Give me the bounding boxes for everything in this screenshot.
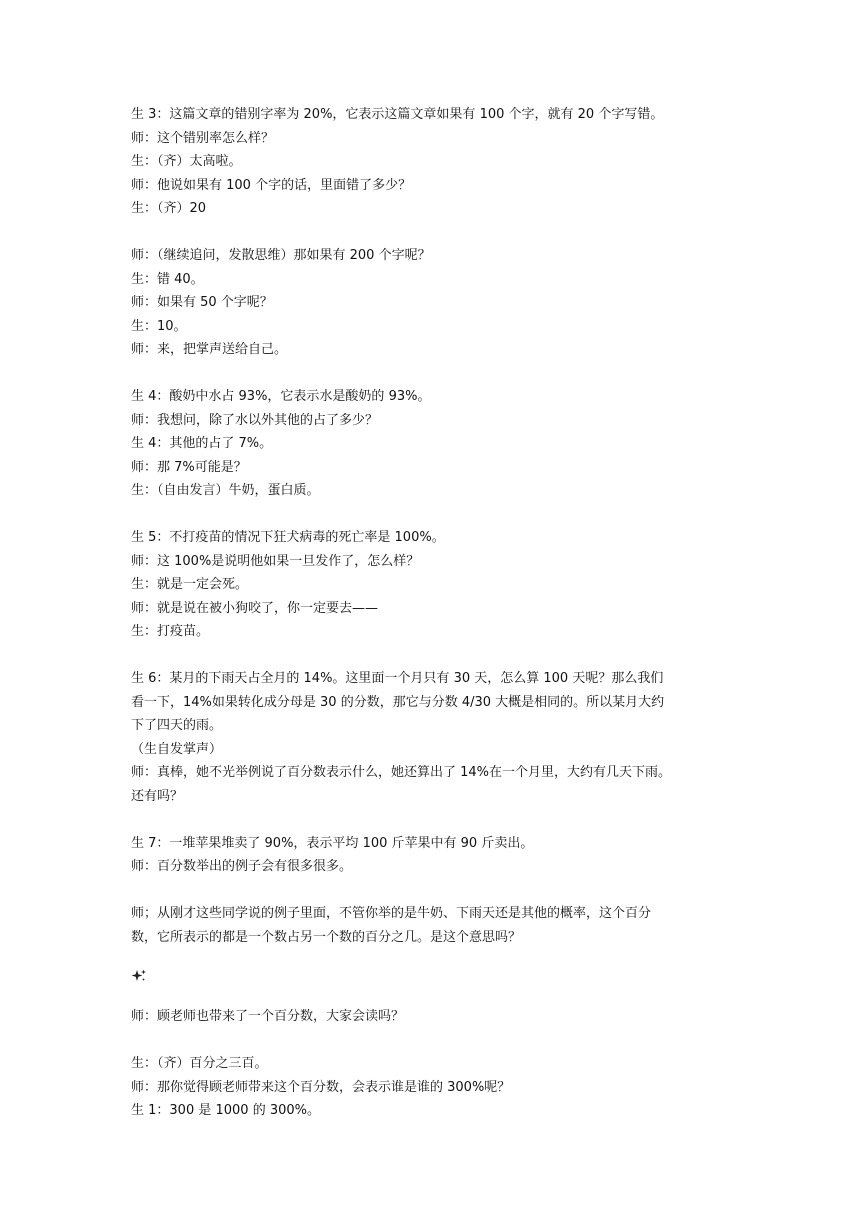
spacer	[131, 808, 735, 832]
paragraph-error-rate	[131, 103, 735, 221]
text-line: 生：（齐）20	[131, 201, 207, 216]
text-line: 师：那你觉得顾老师带来这个百分数，会表示谁是谁的 300%呢？	[131, 1079, 511, 1095]
text-line: 数，它所表示的都是一个数占另一个数的百分之几。是这个意思吗？	[131, 929, 522, 945]
spacer	[131, 644, 735, 668]
text-line: 还有吗？	[131, 788, 184, 804]
text-line: 生：打疫苗。	[131, 624, 210, 639]
text-line: 生 3：这篇文章的错别字率为 20%，它表示这篇文章如果有 100 个字，就有 20 个字写错。	[131, 107, 664, 122]
spacer	[131, 362, 735, 386]
text-line: 师：这个错别率怎么样？	[131, 130, 275, 146]
paragraph-teacher-question	[131, 1005, 735, 1029]
text-line: 看一下，14%如果转化成分母是 30 的分数，那它与分数 4/30 大概是相同的。所以某月大约	[131, 694, 665, 710]
sparkle-marker	[131, 965, 735, 989]
text-line: 生 4：酸奶中水占 93%，它表示水是酸奶的 93%。	[131, 389, 431, 404]
paragraph-rainy-days	[131, 667, 735, 808]
paragraph-300-percent	[131, 1052, 735, 1123]
text-line: 生 7：一堆苹果堆卖了 90%，表示平均 100 斤苹果中有 90 斤卖出。	[131, 835, 534, 851]
text-line: （生自发掌声）	[131, 741, 223, 757]
paragraph-apples	[131, 832, 735, 879]
text-line: 师：他说如果有 100 个字的话，里面错了多少？	[131, 177, 412, 193]
sparkle-icon	[131, 969, 147, 985]
spacer	[131, 879, 735, 903]
text-line: 师；从刚才这些同学说的例子里面，不管你举的是牛奶、下雨天还是其他的概率，这个百分	[131, 906, 652, 921]
text-line: 生：（齐）太高啦。	[131, 154, 242, 169]
paragraph-summary	[131, 902, 735, 949]
text-line: 生 5：不打疫苗的情况下狂犬病毒的死亡率是 100%。	[131, 530, 445, 545]
text-line: 生 6：某月的下雨天占全月的 14%。这里面一个月只有 30 天，怎么算 100 天呢？那么我们	[131, 671, 664, 686]
text-line: 生 1：300 是 1000 的 300%。	[131, 1103, 320, 1118]
text-line: 师：这 100%是说明他如果一旦发作了，怎么样？	[131, 553, 420, 569]
spacer	[131, 221, 735, 245]
text-line: 师：顾老师也带来了一个百分数，大家会读吗？	[131, 1009, 405, 1024]
text-line: 师：就是说在被小狗咬了，你一定要去——	[131, 600, 379, 616]
spacer	[131, 949, 735, 965]
text-line: 下了四天的雨。	[131, 718, 223, 733]
spacer	[131, 1029, 735, 1053]
text-line: 生：错 40。	[131, 271, 204, 287]
text-line: 生 4：其他的占了 7%。	[131, 436, 273, 451]
text-line: 师：百分数举出的例子会有很多很多。	[131, 859, 353, 874]
text-line: 生：10。	[131, 318, 187, 334]
text-line: 生：（自由发言）牛奶，蛋白质。	[131, 483, 320, 498]
text-line: 师：我想问，除了水以外其他的占了多少？	[131, 412, 379, 428]
paragraph-rabies	[131, 526, 735, 644]
paragraph-follow-up	[131, 244, 735, 362]
text-line: 生：（齐）百分之三百。	[131, 1056, 268, 1071]
spacer	[131, 989, 735, 1005]
spacer	[131, 503, 735, 527]
document-body	[131, 103, 735, 1123]
text-line: 师：（继续追问，发散思维）那如果有 200 个字呢？	[131, 248, 431, 263]
text-line: 生：就是一定会死。	[131, 577, 249, 592]
text-line: 师：如果有 50 个字呢？	[131, 295, 273, 310]
text-line: 师：那 7%可能是？	[131, 459, 247, 475]
paragraph-yogurt	[131, 385, 735, 503]
text-line: 师：来，把掌声送给自己。	[131, 342, 288, 357]
text-line: 师：真棒，她不光举例说了百分数表示什么，她还算出了 14%在一个月里，大约有几天下雨。	[131, 765, 672, 780]
